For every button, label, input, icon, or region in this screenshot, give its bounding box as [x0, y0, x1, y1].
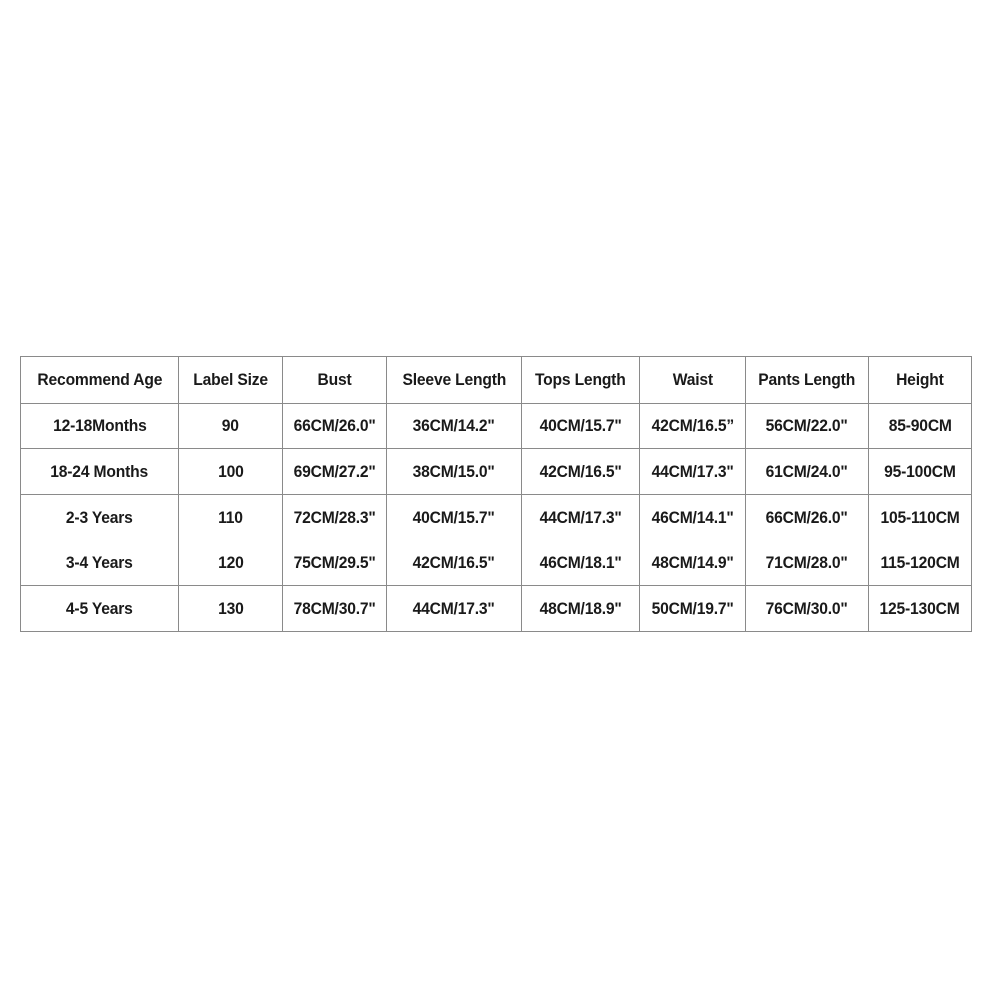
table-row	[21, 541, 972, 586]
table-cell: 69CM/27.2"	[283, 449, 387, 495]
table-cell: 66CM/26.0"	[283, 404, 387, 449]
table-cell: 40CM/15.7"	[387, 495, 522, 542]
table-cell: 48CM/18.9"	[522, 586, 640, 632]
size-chart-table	[20, 356, 972, 632]
table-cell: 44CM/17.3"	[522, 495, 640, 542]
table-cell: 71CM/28.0"	[746, 541, 869, 586]
table-cell: 38CM/15.0"	[387, 449, 522, 495]
column-header: Height	[869, 357, 972, 404]
table-header-row	[21, 357, 972, 404]
table-cell: 115-120CM	[869, 541, 972, 586]
table-cell: 78CM/30.7"	[283, 586, 387, 632]
table-cell: 72CM/28.3"	[283, 495, 387, 542]
column-header: Bust	[283, 357, 387, 404]
table-cell: 76CM/30.0"	[746, 586, 869, 632]
table-row	[21, 449, 972, 495]
table-cell: 50CM/19.7"	[640, 586, 746, 632]
table-cell: 61CM/24.0"	[746, 449, 869, 495]
table-cell: 2-3 Years	[21, 495, 179, 542]
column-header: Label Size	[179, 357, 283, 404]
column-header: Recommend Age	[21, 357, 179, 404]
table-row	[21, 586, 972, 632]
column-header: Waist	[640, 357, 746, 404]
table-cell: 4-5 Years	[21, 586, 179, 632]
table-cell: 120	[179, 541, 283, 586]
table-cell: 42CM/16.5"	[522, 449, 640, 495]
table-cell: 75CM/29.5"	[283, 541, 387, 586]
table-cell: 105-110CM	[869, 495, 972, 542]
column-header: Tops Length	[522, 357, 640, 404]
table-cell: 42CM/16.5”	[640, 404, 746, 449]
table-cell: 46CM/14.1"	[640, 495, 746, 542]
table-cell: 125-130CM	[869, 586, 972, 632]
table-row	[21, 404, 972, 449]
table-cell: 110	[179, 495, 283, 542]
column-header: Sleeve Length	[387, 357, 522, 404]
table-cell: 46CM/18.1"	[522, 541, 640, 586]
table-cell: 18-24 Months	[21, 449, 179, 495]
table-cell: 36CM/14.2"	[387, 404, 522, 449]
table-cell: 95-100CM	[869, 449, 972, 495]
table-cell: 44CM/17.3"	[387, 586, 522, 632]
table-cell: 42CM/16.5"	[387, 541, 522, 586]
table-cell: 48CM/14.9"	[640, 541, 746, 586]
table-cell: 100	[179, 449, 283, 495]
table-cell: 40CM/15.7"	[522, 404, 640, 449]
table-cell: 12-18Months	[21, 404, 179, 449]
table-cell: 90	[179, 404, 283, 449]
column-header: Pants Length	[746, 357, 869, 404]
table-cell: 44CM/17.3"	[640, 449, 746, 495]
table-cell: 130	[179, 586, 283, 632]
table-cell: 56CM/22.0"	[746, 404, 869, 449]
table-cell: 3-4 Years	[21, 541, 179, 586]
table-row	[21, 495, 972, 542]
table-cell: 66CM/26.0"	[746, 495, 869, 542]
table-cell: 85-90CM	[869, 404, 972, 449]
